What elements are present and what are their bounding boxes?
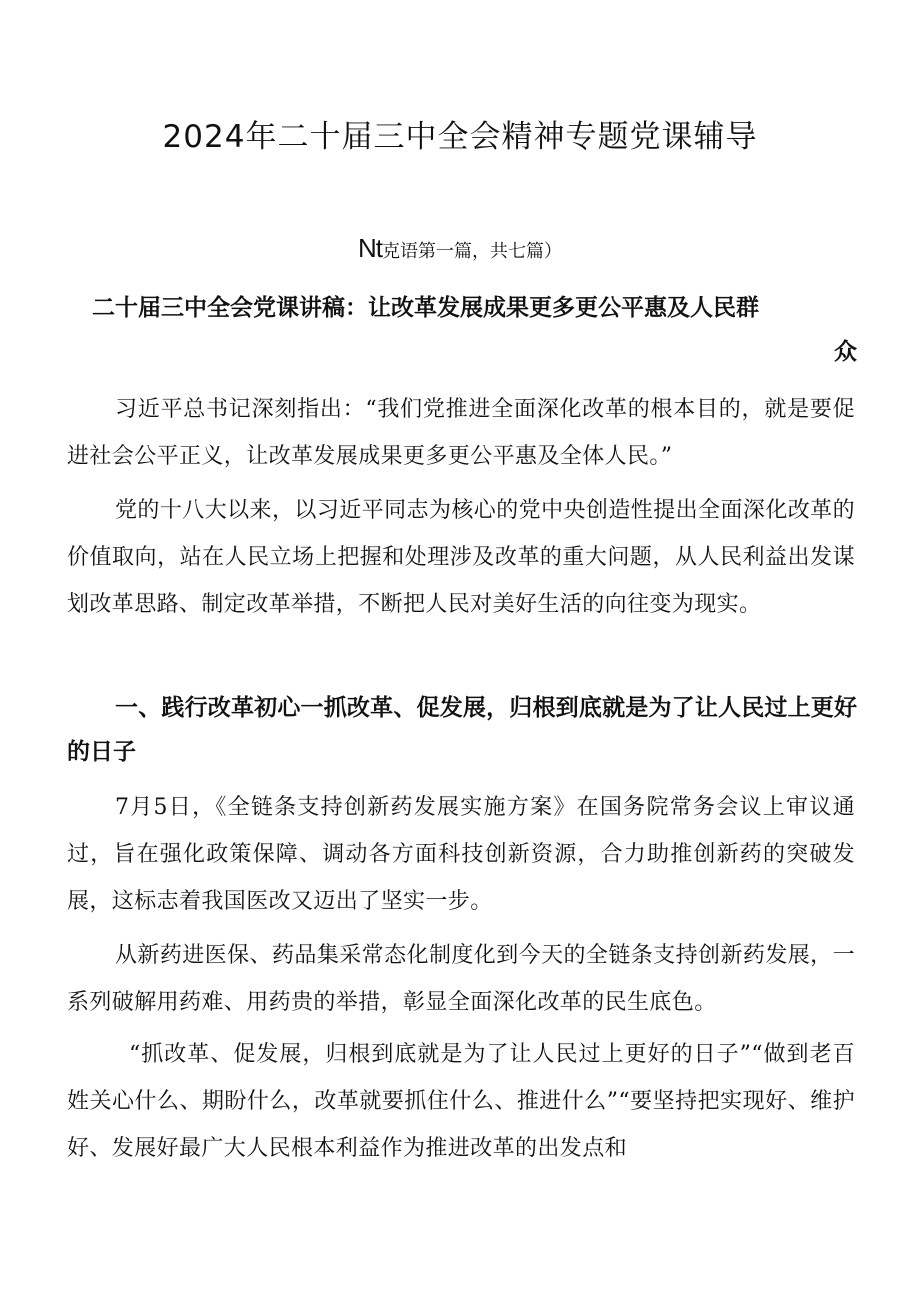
document-title: 2024年二十届三中全会精神专题党课辅导	[162, 119, 758, 155]
main-heading-text: 二十届三中全会党课讲稿：让改革发展成果更多更公平惠及人民群	[92, 295, 759, 321]
paragraph: “抓改革、促发展，归根到底就是为了让人民过上更好的日子”“做到老百姓关心什么、期盼什么，改革就要抓住什么、推进什么”“要坚持把实现好、维护好、发展好最广大人民根本利益作为推进改革的出发点和	[67, 1042, 855, 1161]
main-heading	[67, 286, 857, 374]
subtitle-text: 克语第一篇，共七篇）	[382, 241, 562, 262]
section-heading: 一、践行改革初心一抓改革、促发展，归根到底就是为了让人民过上更好的日子	[67, 695, 857, 765]
paragraph: 从新药进医保、药品集采常态化制度化到今天的全链条支持创新药发展，一系列破解用药难、用药贵的举措，彰显全面深化改革的民生底色。	[67, 943, 855, 1015]
paragraph: 习近平总书记深刻指出：“我们党推进全面深化改革的根本目的，就是要促进社会公平正义，让改革发展成果更多更公平惠及全体人民。”	[67, 397, 855, 469]
document-subtitle	[0, 226, 920, 274]
paragraph: 党的十八大以来，以习近平同志为核心的党中央创造性提出全面深化改革的价值取向，站在人民立场上把握和处理涉及改革的重大问题，从人民利益出发谋划改革思路、制定改革举措，不断把人民对美好生活的向往变为现实。	[67, 498, 855, 617]
paragraph: 7月5日，《全链条支持创新药发展实施方案》在国务院常务会议上审议通过，旨在强化政策保障、调动各方面科技创新资源，合力助推创新药的突破发展，这标志着我国医改又迈出了坚实一步。	[67, 795, 855, 914]
subtitle-prefix: Nt	[358, 233, 382, 263]
main-heading-tail: 众	[834, 339, 857, 365]
